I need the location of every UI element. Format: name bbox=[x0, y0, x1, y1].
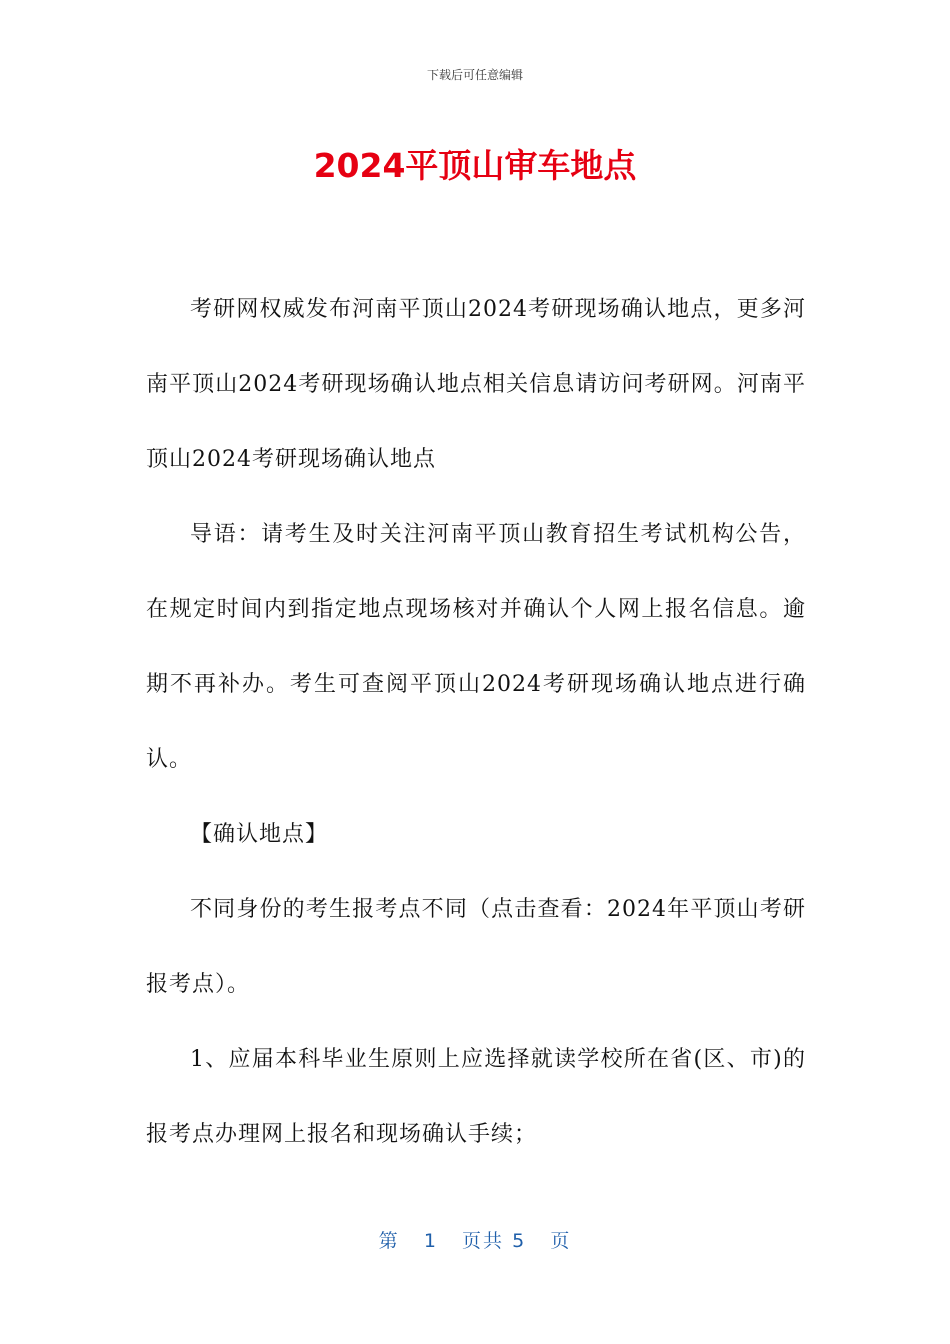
paragraph-guide: 导语：请考生及时关注河南平顶山教育招生考试机构公告，在规定时间内到指定地点现场核对并确认个人网上报名信息。逾期不再补办。考生可查阅平顶山2024考研现场确认地点进行确认。 bbox=[146, 522, 806, 772]
page-footer bbox=[0, 1226, 950, 1253]
document-body bbox=[146, 272, 806, 1172]
document-title: 2024平顶山审车地点 bbox=[313, 146, 637, 185]
footer-page-prefix: 第 bbox=[378, 1230, 400, 1252]
header-note: 下载后可任意编辑 bbox=[426, 68, 523, 82]
paragraph-intro: 考研网权威发布河南平顶山2024考研现场确认地点，更多河南平顶山2024考研现场确认地点相关信息请访问考研网。河南平顶山2024考研现场确认地点 bbox=[146, 297, 806, 472]
footer-page-suffix: 页 bbox=[550, 1230, 572, 1252]
footer-page-current: 1 bbox=[423, 1230, 438, 1252]
paragraph-item-1: 1、应届本科毕业生原则上应选择就读学校所在省(区、市)的报考点办理网上报名和现场确认手续； bbox=[146, 1047, 806, 1147]
paragraph-section-heading: 【确认地点】 bbox=[190, 822, 329, 847]
footer-page-middle: 页共 bbox=[462, 1230, 505, 1252]
paragraph-note: 不同身份的考生报考点不同（点击查看：2024年平顶山考研报考点）。 bbox=[146, 897, 806, 997]
footer-page-total: 5 bbox=[512, 1230, 527, 1252]
